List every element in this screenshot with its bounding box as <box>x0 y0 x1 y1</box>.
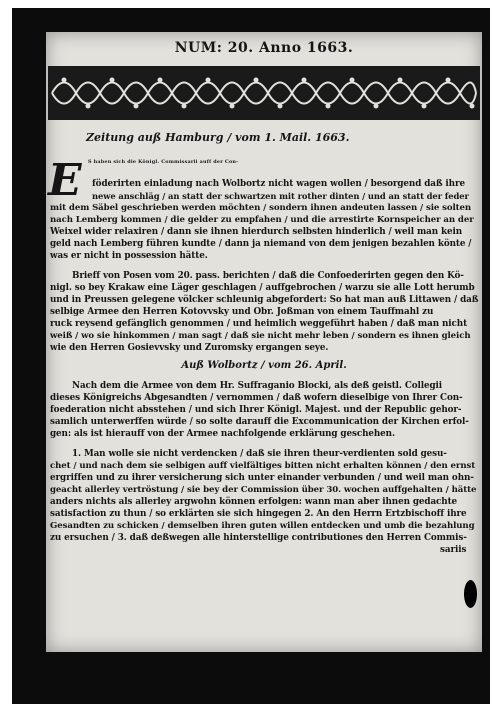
lead-heading: S haben sich die Königl. Commissarii auff der Con- <box>88 159 239 165</box>
text-line: dieses Königreichs Abgesandten / vernommen / daß wofern dieselbige von Ihrer Con- <box>50 393 463 403</box>
text-line: selbige Armee den Herren Kotovvsky und Obr. Joßman von einem Tauffmahl zu <box>50 307 434 317</box>
text-line: Weixel wider relaxiren / dann sie ihnen hierdurch selbsten hinderlich / weil man kein <box>50 227 463 237</box>
drop-cap: E <box>48 155 82 206</box>
text-line: nigl. so bey Krakaw eine Läger geschlagen / auffgebrochen / warzu sie alle Lott herumb <box>50 283 475 293</box>
text-line: und in Preussen gelegene völcker schleunig abgefordert: So hat man auß Littawen / daß <box>50 295 479 305</box>
text-line: mit dem Säbel geschrieben werden möchten / sondern ihnen andeuten lassen / sie solten <box>50 203 472 213</box>
text-line: geld nach Lemberg führen kundte / dann ja niemand von dem jenigen bezahlen könte / <box>50 239 472 249</box>
text-line: ruck reysend gefänglich genommen / und heimlich weggeführt haben / daß man nicht <box>50 319 468 329</box>
text-line: zu ersuchen / 3. daß deßwegen alle hinterstellige contributiones den Herren Commis- <box>50 533 467 543</box>
ornamental-border <box>48 66 480 120</box>
section-heading: Auß Wolbortz / vom 26. April. <box>181 360 347 371</box>
text-line: ergriffen und zu ihrer versicherung sich unter einander verbunden / und weil man ohn- <box>50 473 474 483</box>
text-line: 1. Man wolle sie nicht verdencken / daß sie ihren theur-verdienten sold gesu- <box>72 449 447 459</box>
text-line: chet / und nach dem sie selbigen auff vielfältiges bitten nicht erhalten können / den ernst <box>50 461 476 471</box>
text-line: Gesandten zu schicken / demselben ihren guten willen entdecken und umb die bezahlung <box>50 521 475 531</box>
text-line: Nach dem die Armee von dem Hr. Suffraganio Blocki, als deß geistl. Collegii <box>72 381 443 391</box>
text-line: gen: als ist hierauff von der Armee nachfolgende erklärung geschehen. <box>50 429 395 439</box>
text-line: samlich unterwerffen würde / so solte darauff die Excommunication der Kirchen erfol- <box>50 417 469 427</box>
text-line: was er nicht in possession hätte. <box>50 251 208 261</box>
text-line: weiß / wo sie hinkommen / man sagt / daß sie nicht mehr leben / sondern es ihnen gleich <box>50 331 471 341</box>
text-line: föderirten einladung nach Wolbortz nicht wagen wollen / besorgend daß ihre <box>92 179 465 189</box>
text-line: foederation nicht absstehen / und sich Ihrer Königl. Majest. und der Republic gehor- <box>50 405 462 415</box>
text-line: satisfaction zu thun / so erklärten sie sich hingegen 2. An den Herrn Ertzbischoff ihre <box>50 509 467 519</box>
dateline: Zeitung auß Hamburg / vom 1. Mail. 1663. <box>86 131 350 144</box>
text-line: newe anschläg / an statt der schwartzen mit rother dinten / und an statt der feder <box>92 191 469 201</box>
text-line: sariis <box>440 545 467 555</box>
text-line: nach Lemberg kommen / die gelder zu empfahen / und die arrestirte Kornspeicher an der <box>50 215 474 225</box>
newspaper-page <box>46 32 482 652</box>
punch-hole-mark <box>464 580 477 608</box>
text-line: Brieff von Posen vom 20. pass. berichten / daß die Confoederirten gegen den Kö- <box>72 271 464 281</box>
text-line: anders nichts als allerley argwohn können erfolgen: wann man aber ihnen gedachte <box>50 497 458 507</box>
text-line: wie den Herren Gosievvsky und Zuromsky ergangen seye. <box>50 343 329 353</box>
scan-background <box>12 8 490 704</box>
text-line: geacht allerley vertröstung / sie bey der Commission über 30. wochen auffgehalten / hätte <box>50 485 477 495</box>
issue-number: NUM: 20. Anno 1663. <box>174 40 354 56</box>
